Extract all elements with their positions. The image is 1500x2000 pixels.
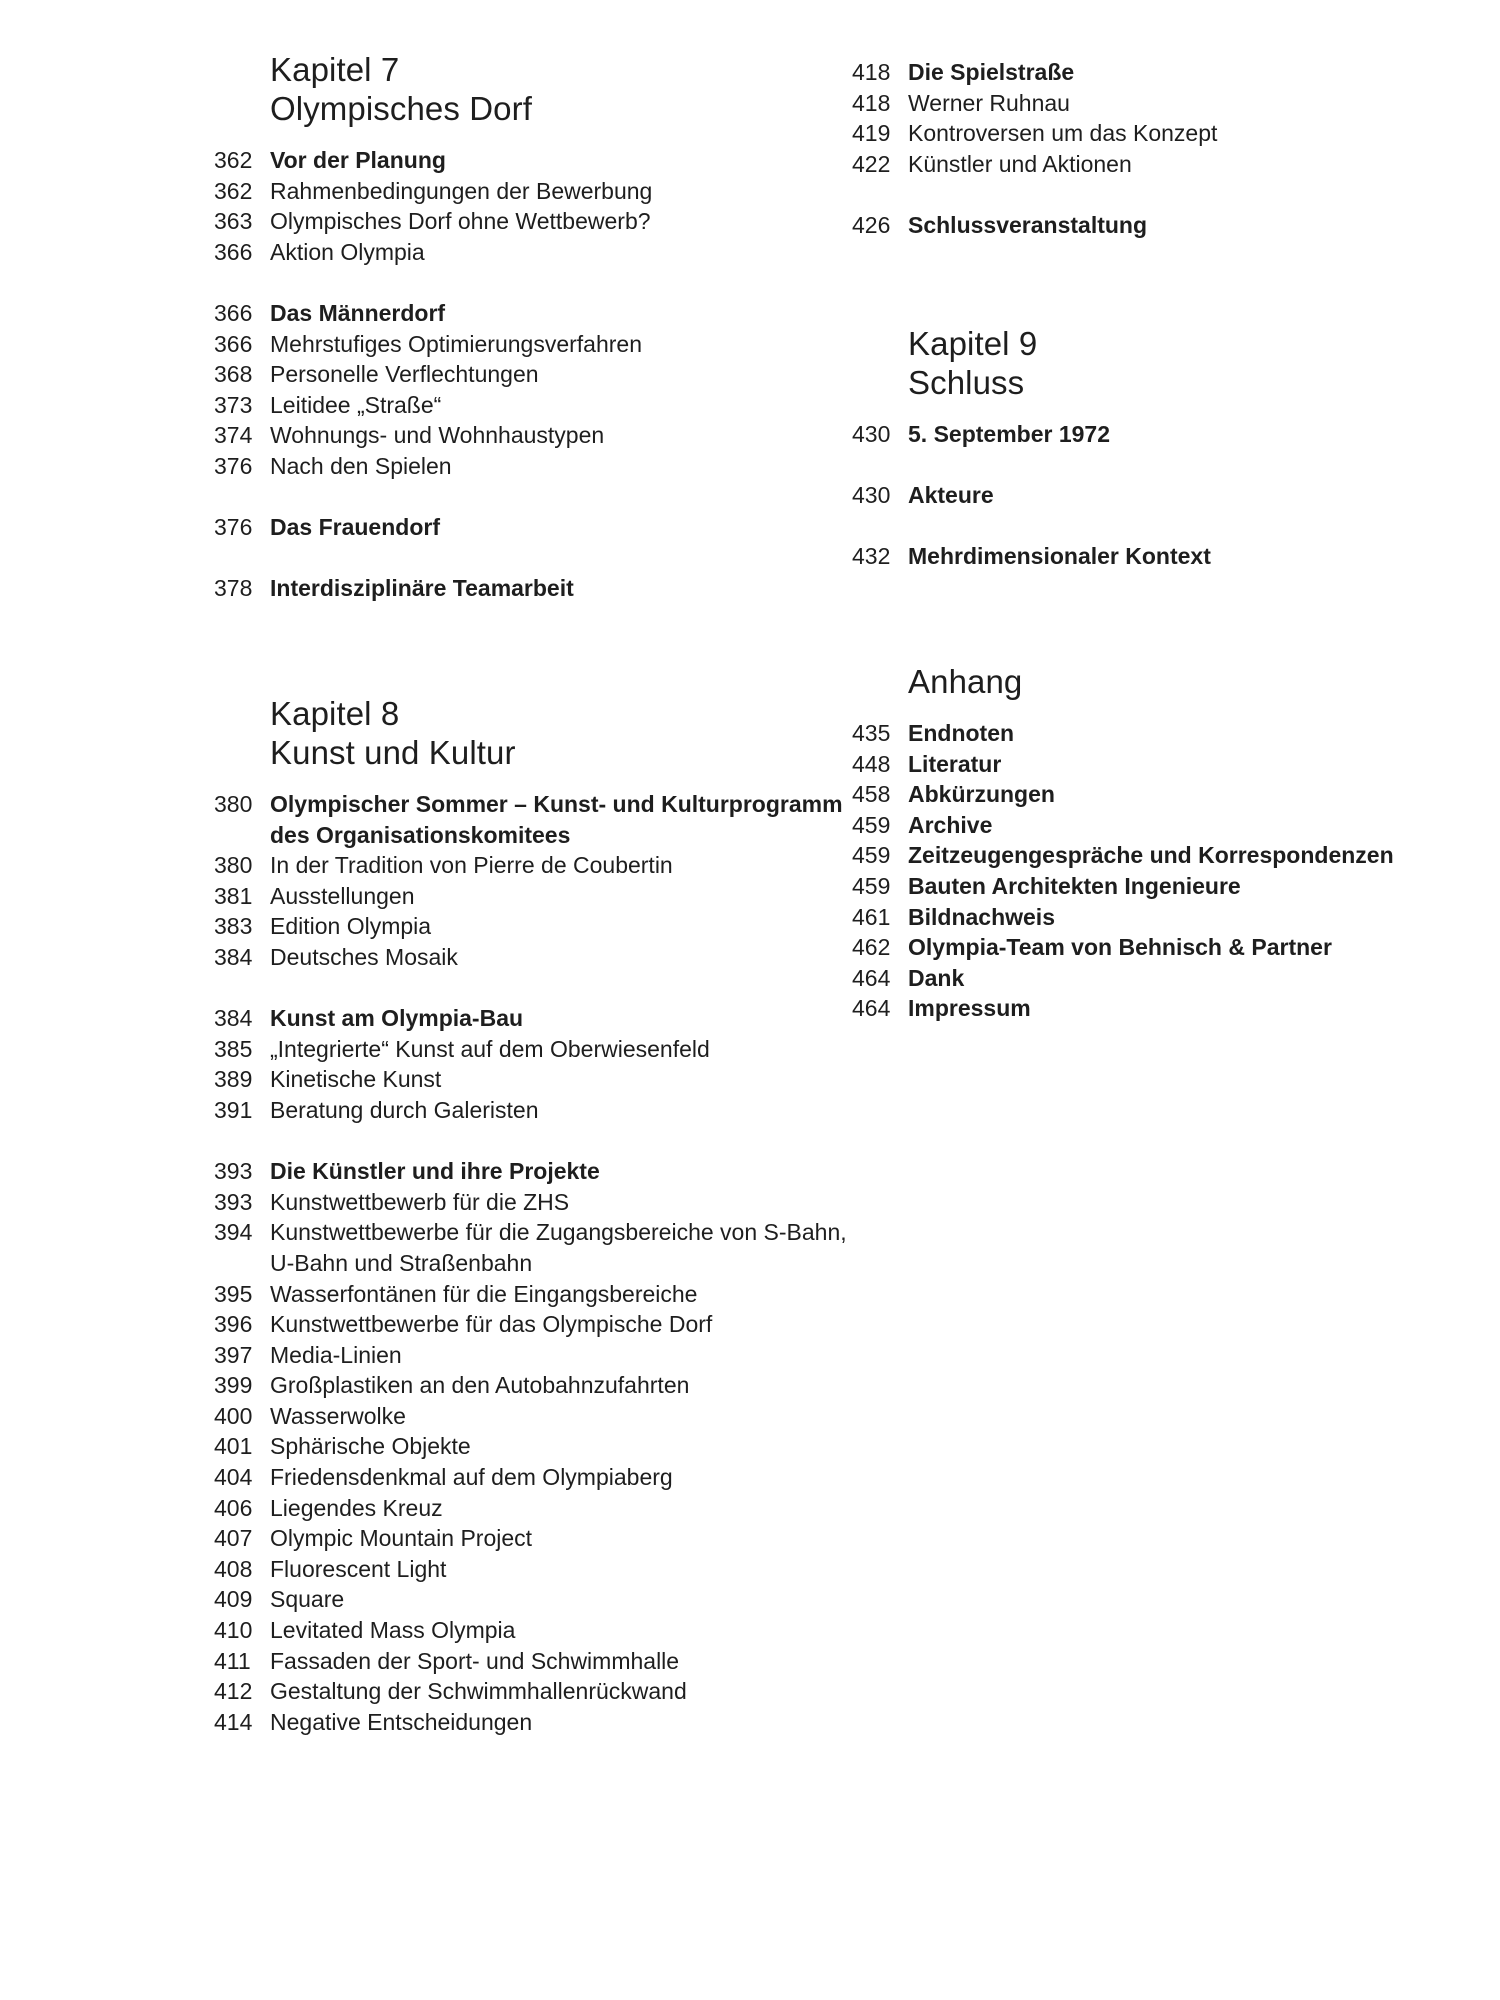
entry-title: Wasserfontänen für die Eingangsbereiche xyxy=(270,1280,698,1307)
toc-section-entry xyxy=(852,419,1472,450)
toc-entry xyxy=(214,1034,854,1065)
page-number: 384 xyxy=(214,943,253,970)
page-number: 374 xyxy=(214,422,253,449)
entry-title: Dank xyxy=(908,964,965,991)
entry-title: Zeitzeugengespräche und Korrespondenzen xyxy=(908,842,1394,869)
entry-title: In der Tradition von Pierre de Coubertin xyxy=(270,852,673,879)
entry-title: Die Spielstraße xyxy=(908,59,1075,85)
chapter-9-entries xyxy=(852,419,1472,572)
toc-section-entry xyxy=(852,810,1472,841)
page-number: 384 xyxy=(214,1005,253,1032)
entry-title: Olympisches Dorf ohne Wettbewerb? xyxy=(270,208,651,235)
toc-group xyxy=(852,57,1472,179)
chapter-9-heading xyxy=(908,324,1472,402)
toc-entry xyxy=(214,359,854,390)
entry-title: Fluorescent Light xyxy=(270,1555,447,1582)
entry-title: Vor der Planung xyxy=(270,147,446,173)
chapter-8-continued-entries xyxy=(852,57,1472,241)
page-number: 401 xyxy=(214,1433,253,1460)
toc-entry xyxy=(214,1554,854,1585)
page-number: 448 xyxy=(852,750,891,777)
page-number: 462 xyxy=(852,934,891,961)
toc-group xyxy=(214,512,854,543)
chapter-title: Kunst und Kultur xyxy=(270,734,516,771)
page-number: 378 xyxy=(214,575,253,602)
chapter-label: Kapitel 9 xyxy=(908,325,1038,362)
entry-title: Levitated Mass Olympia xyxy=(270,1617,516,1644)
chapter-8-section xyxy=(214,694,854,1737)
entry-title: Impressum xyxy=(908,995,1031,1022)
toc-group xyxy=(852,210,1472,241)
entry-title: 5. September 1972 xyxy=(908,421,1111,447)
toc-entry xyxy=(214,911,854,942)
entry-title: Olympia-Team von Behnisch & Partner xyxy=(908,934,1332,961)
page-number: 376 xyxy=(214,514,253,541)
toc-entry xyxy=(214,1584,854,1615)
toc-entry xyxy=(214,1279,854,1310)
page-number: 366 xyxy=(214,238,253,265)
chapter-7-section xyxy=(214,50,854,604)
toc-section-entry xyxy=(214,512,854,543)
toc-entry xyxy=(214,850,854,881)
entry-title: Kunstwettbewerbe für die Zugangsbereiche von S-Bahn, U-Bahn und Straßenbahn xyxy=(270,1219,847,1276)
entry-title: Sphärische Objekte xyxy=(270,1433,471,1460)
page-number: 381 xyxy=(214,882,253,909)
toc-entry xyxy=(214,451,854,482)
entry-title: Werner Ruhnau xyxy=(908,89,1070,116)
entry-title: Schlussveranstaltung xyxy=(908,211,1148,238)
entry-title: Square xyxy=(270,1586,345,1613)
toc-group xyxy=(852,419,1472,450)
page-number: 363 xyxy=(214,208,253,235)
entry-title: Liegendes Kreuz xyxy=(270,1494,443,1521)
toc-section-entry xyxy=(852,749,1472,780)
toc-entry xyxy=(214,1217,854,1278)
entry-title: Beratung durch Galeristen xyxy=(270,1096,539,1123)
entry-title: Mehrstufiges Optimierungsverfahren xyxy=(270,330,642,357)
chapter-7-heading xyxy=(270,50,854,128)
page-number: 412 xyxy=(214,1678,253,1705)
toc-entry xyxy=(214,329,854,360)
entry-title: Nach den Spielen xyxy=(270,452,452,479)
toc-entry xyxy=(214,1370,854,1401)
page-number: 432 xyxy=(852,543,891,570)
page-number: 407 xyxy=(214,1525,253,1552)
entry-title: Kunst am Olympia-Bau xyxy=(270,1005,524,1032)
toc-entry xyxy=(214,390,854,421)
toc-section-entry xyxy=(214,145,854,176)
page-number: 408 xyxy=(214,1555,253,1582)
entry-title: Bauten Architekten Ingenieure xyxy=(908,872,1241,899)
entry-title: Rahmenbedingungen der Bewerbung xyxy=(270,177,653,204)
toc-group xyxy=(852,718,1472,1024)
entry-title: Das Männerdorf xyxy=(270,299,446,326)
entry-title: Kinetische Kunst xyxy=(270,1066,442,1093)
chapter-title: Olympisches Dorf xyxy=(270,90,532,127)
toc-entry xyxy=(214,1462,854,1493)
page-number: 459 xyxy=(852,811,891,838)
toc-entry xyxy=(214,1493,854,1524)
chapter-label: Kapitel 7 xyxy=(270,51,400,88)
toc-section-entry xyxy=(214,1156,854,1187)
entry-title: Kontroversen um das Konzept xyxy=(908,120,1218,147)
page-number: 418 xyxy=(852,89,891,116)
page-number: 430 xyxy=(852,482,891,509)
toc-entry xyxy=(214,1431,854,1462)
toc-section-entry xyxy=(852,963,1472,994)
entry-title: Wohnungs- und Wohnhaustypen xyxy=(270,422,605,449)
chapter-8-entries xyxy=(214,789,854,1737)
toc-entry xyxy=(214,942,854,973)
entry-title: „Integrierte“ Kunst auf dem Oberwiesenfeld xyxy=(270,1035,710,1062)
toc-section-entry xyxy=(852,480,1472,511)
page-number: 464 xyxy=(852,995,891,1022)
entry-title: Akteure xyxy=(908,482,994,509)
page-number: 461 xyxy=(852,903,891,930)
entry-title: Endnoten xyxy=(908,720,1015,746)
page-number: 410 xyxy=(214,1617,253,1644)
entry-title: Negative Entscheidungen xyxy=(270,1708,533,1735)
toc-entry xyxy=(214,1401,854,1432)
toc-section-entry xyxy=(214,789,854,850)
page-number: 404 xyxy=(214,1464,253,1491)
toc-group xyxy=(214,1156,854,1737)
entry-title: Archive xyxy=(908,811,993,838)
toc-entry xyxy=(214,1187,854,1218)
chapter-label: Kapitel 8 xyxy=(270,695,400,732)
page-number: 464 xyxy=(852,964,891,991)
toc-group xyxy=(214,298,854,482)
toc-group xyxy=(852,541,1472,572)
toc-entry xyxy=(214,1646,854,1677)
page-number: 373 xyxy=(214,391,253,418)
toc-entry xyxy=(852,149,1472,180)
toc-group xyxy=(214,145,854,267)
page-number: 397 xyxy=(214,1341,253,1368)
chapter-7-entries xyxy=(214,145,854,604)
page-number: 380 xyxy=(214,791,253,817)
toc-group xyxy=(214,573,854,604)
entry-title: Edition Olympia xyxy=(270,913,432,940)
page-number: 366 xyxy=(214,299,253,326)
entry-title: Abkürzungen xyxy=(908,781,1055,808)
toc-section-entry xyxy=(852,718,1472,749)
toc-section-entry xyxy=(852,210,1472,241)
entry-title: Literatur xyxy=(908,750,1002,777)
entry-title: Wasserwolke xyxy=(270,1402,406,1429)
entry-title: Olympic Mountain Project xyxy=(270,1525,533,1552)
entry-title: Aktion Olympia xyxy=(270,238,425,265)
toc-section-entry xyxy=(852,902,1472,933)
toc-entry xyxy=(214,1095,854,1126)
page-number: 394 xyxy=(214,1219,253,1246)
toc-entry xyxy=(214,1615,854,1646)
toc-entry xyxy=(214,1064,854,1095)
entry-title: Friedensdenkmal auf dem Olympiaberg xyxy=(270,1464,673,1491)
page-number: 430 xyxy=(852,421,891,447)
toc-section-entry xyxy=(852,57,1472,88)
entry-title: Das Frauendorf xyxy=(270,514,440,541)
page-number: 411 xyxy=(214,1647,251,1674)
entry-title: Mehrdimensionaler Kontext xyxy=(908,543,1211,570)
entry-title: Die Künstler und ihre Projekte xyxy=(270,1158,600,1185)
chapter-9-section xyxy=(852,324,1472,572)
entry-title: Leitidee „Straße“ xyxy=(270,391,442,418)
page-number: 395 xyxy=(214,1280,253,1307)
page-number: 380 xyxy=(214,852,253,879)
entry-title: Media-Linien xyxy=(270,1341,402,1368)
toc-entry xyxy=(214,881,854,912)
page-number: 366 xyxy=(214,330,253,357)
page-number: 391 xyxy=(214,1096,253,1123)
page-number: 458 xyxy=(852,781,891,808)
toc-section-entry xyxy=(852,932,1472,963)
toc-group xyxy=(214,789,854,973)
page-number: 435 xyxy=(852,720,891,746)
entry-title: Olympischer Sommer – Kunst- und Kulturprogramm des Organisationskomitees xyxy=(270,791,843,848)
page-number: 393 xyxy=(214,1158,253,1185)
chapter-8-heading xyxy=(270,694,854,772)
toc-entry xyxy=(214,1707,854,1738)
toc-section-entry xyxy=(852,993,1472,1024)
page-number: 396 xyxy=(214,1311,253,1338)
entry-title: Interdisziplinäre Teamarbeit xyxy=(270,575,574,602)
page-number: 362 xyxy=(214,177,253,204)
entry-title: Ausstellungen xyxy=(270,882,415,909)
toc-section-entry xyxy=(852,779,1472,810)
chapter-8-continued-section xyxy=(852,57,1472,241)
page-number: 376 xyxy=(214,452,253,479)
entry-title: Großplastiken an den Autobahnzufahrten xyxy=(270,1372,690,1399)
toc-group xyxy=(852,480,1472,511)
page-number: 459 xyxy=(852,872,891,899)
toc-section-entry xyxy=(852,541,1472,572)
entry-title: Kunstwettbewerbe für das Olympische Dorf xyxy=(270,1311,713,1338)
page-number: 385 xyxy=(214,1035,253,1062)
page-number: 393 xyxy=(214,1188,253,1215)
toc-section-entry xyxy=(214,1003,854,1034)
toc-section-entry xyxy=(214,298,854,329)
page-number: 426 xyxy=(852,211,891,238)
page-number: 422 xyxy=(852,150,891,177)
page-number: 362 xyxy=(214,147,253,173)
page-number: 400 xyxy=(214,1402,253,1429)
entry-title: Gestaltung der Schwimmhallenrückwand xyxy=(270,1678,687,1705)
toc-entry xyxy=(214,1676,854,1707)
toc-group xyxy=(214,1003,854,1125)
toc-section-entry xyxy=(214,573,854,604)
page-number: 419 xyxy=(852,120,891,147)
toc-entry xyxy=(214,1309,854,1340)
page-number: 459 xyxy=(852,842,891,869)
entry-title: Künstler und Aktionen xyxy=(908,150,1132,177)
page-number: 406 xyxy=(214,1494,253,1521)
toc-section-entry xyxy=(852,840,1472,871)
appendix-entries xyxy=(852,718,1472,1024)
toc-entry xyxy=(852,88,1472,119)
toc-entry xyxy=(214,237,854,268)
entry-title: Fassaden der Sport- und Schwimmhalle xyxy=(270,1647,680,1674)
page-number: 399 xyxy=(214,1372,253,1399)
toc-entry xyxy=(214,1340,854,1371)
toc-entry xyxy=(214,176,854,207)
page-number: 414 xyxy=(214,1708,253,1735)
toc-entry xyxy=(214,1523,854,1554)
page-number: 368 xyxy=(214,361,253,388)
entry-title: Bildnachweis xyxy=(908,903,1055,930)
entry-title: Personelle Verflechtungen xyxy=(270,361,539,388)
entry-title: Kunstwettbewerb für die ZHS xyxy=(270,1188,570,1215)
page-number: 418 xyxy=(852,59,891,85)
appendix-title: Anhang xyxy=(908,663,1023,700)
appendix-section xyxy=(852,662,1472,1024)
chapter-title: Schluss xyxy=(908,364,1025,401)
toc-entry xyxy=(852,118,1472,149)
appendix-heading xyxy=(908,662,1472,701)
toc-section-entry xyxy=(852,871,1472,902)
toc-entry xyxy=(214,420,854,451)
entry-title: Deutsches Mosaik xyxy=(270,943,458,970)
page-number: 409 xyxy=(214,1586,253,1613)
page-number: 389 xyxy=(214,1066,253,1093)
page-number: 383 xyxy=(214,913,253,940)
toc-entry xyxy=(214,206,854,237)
